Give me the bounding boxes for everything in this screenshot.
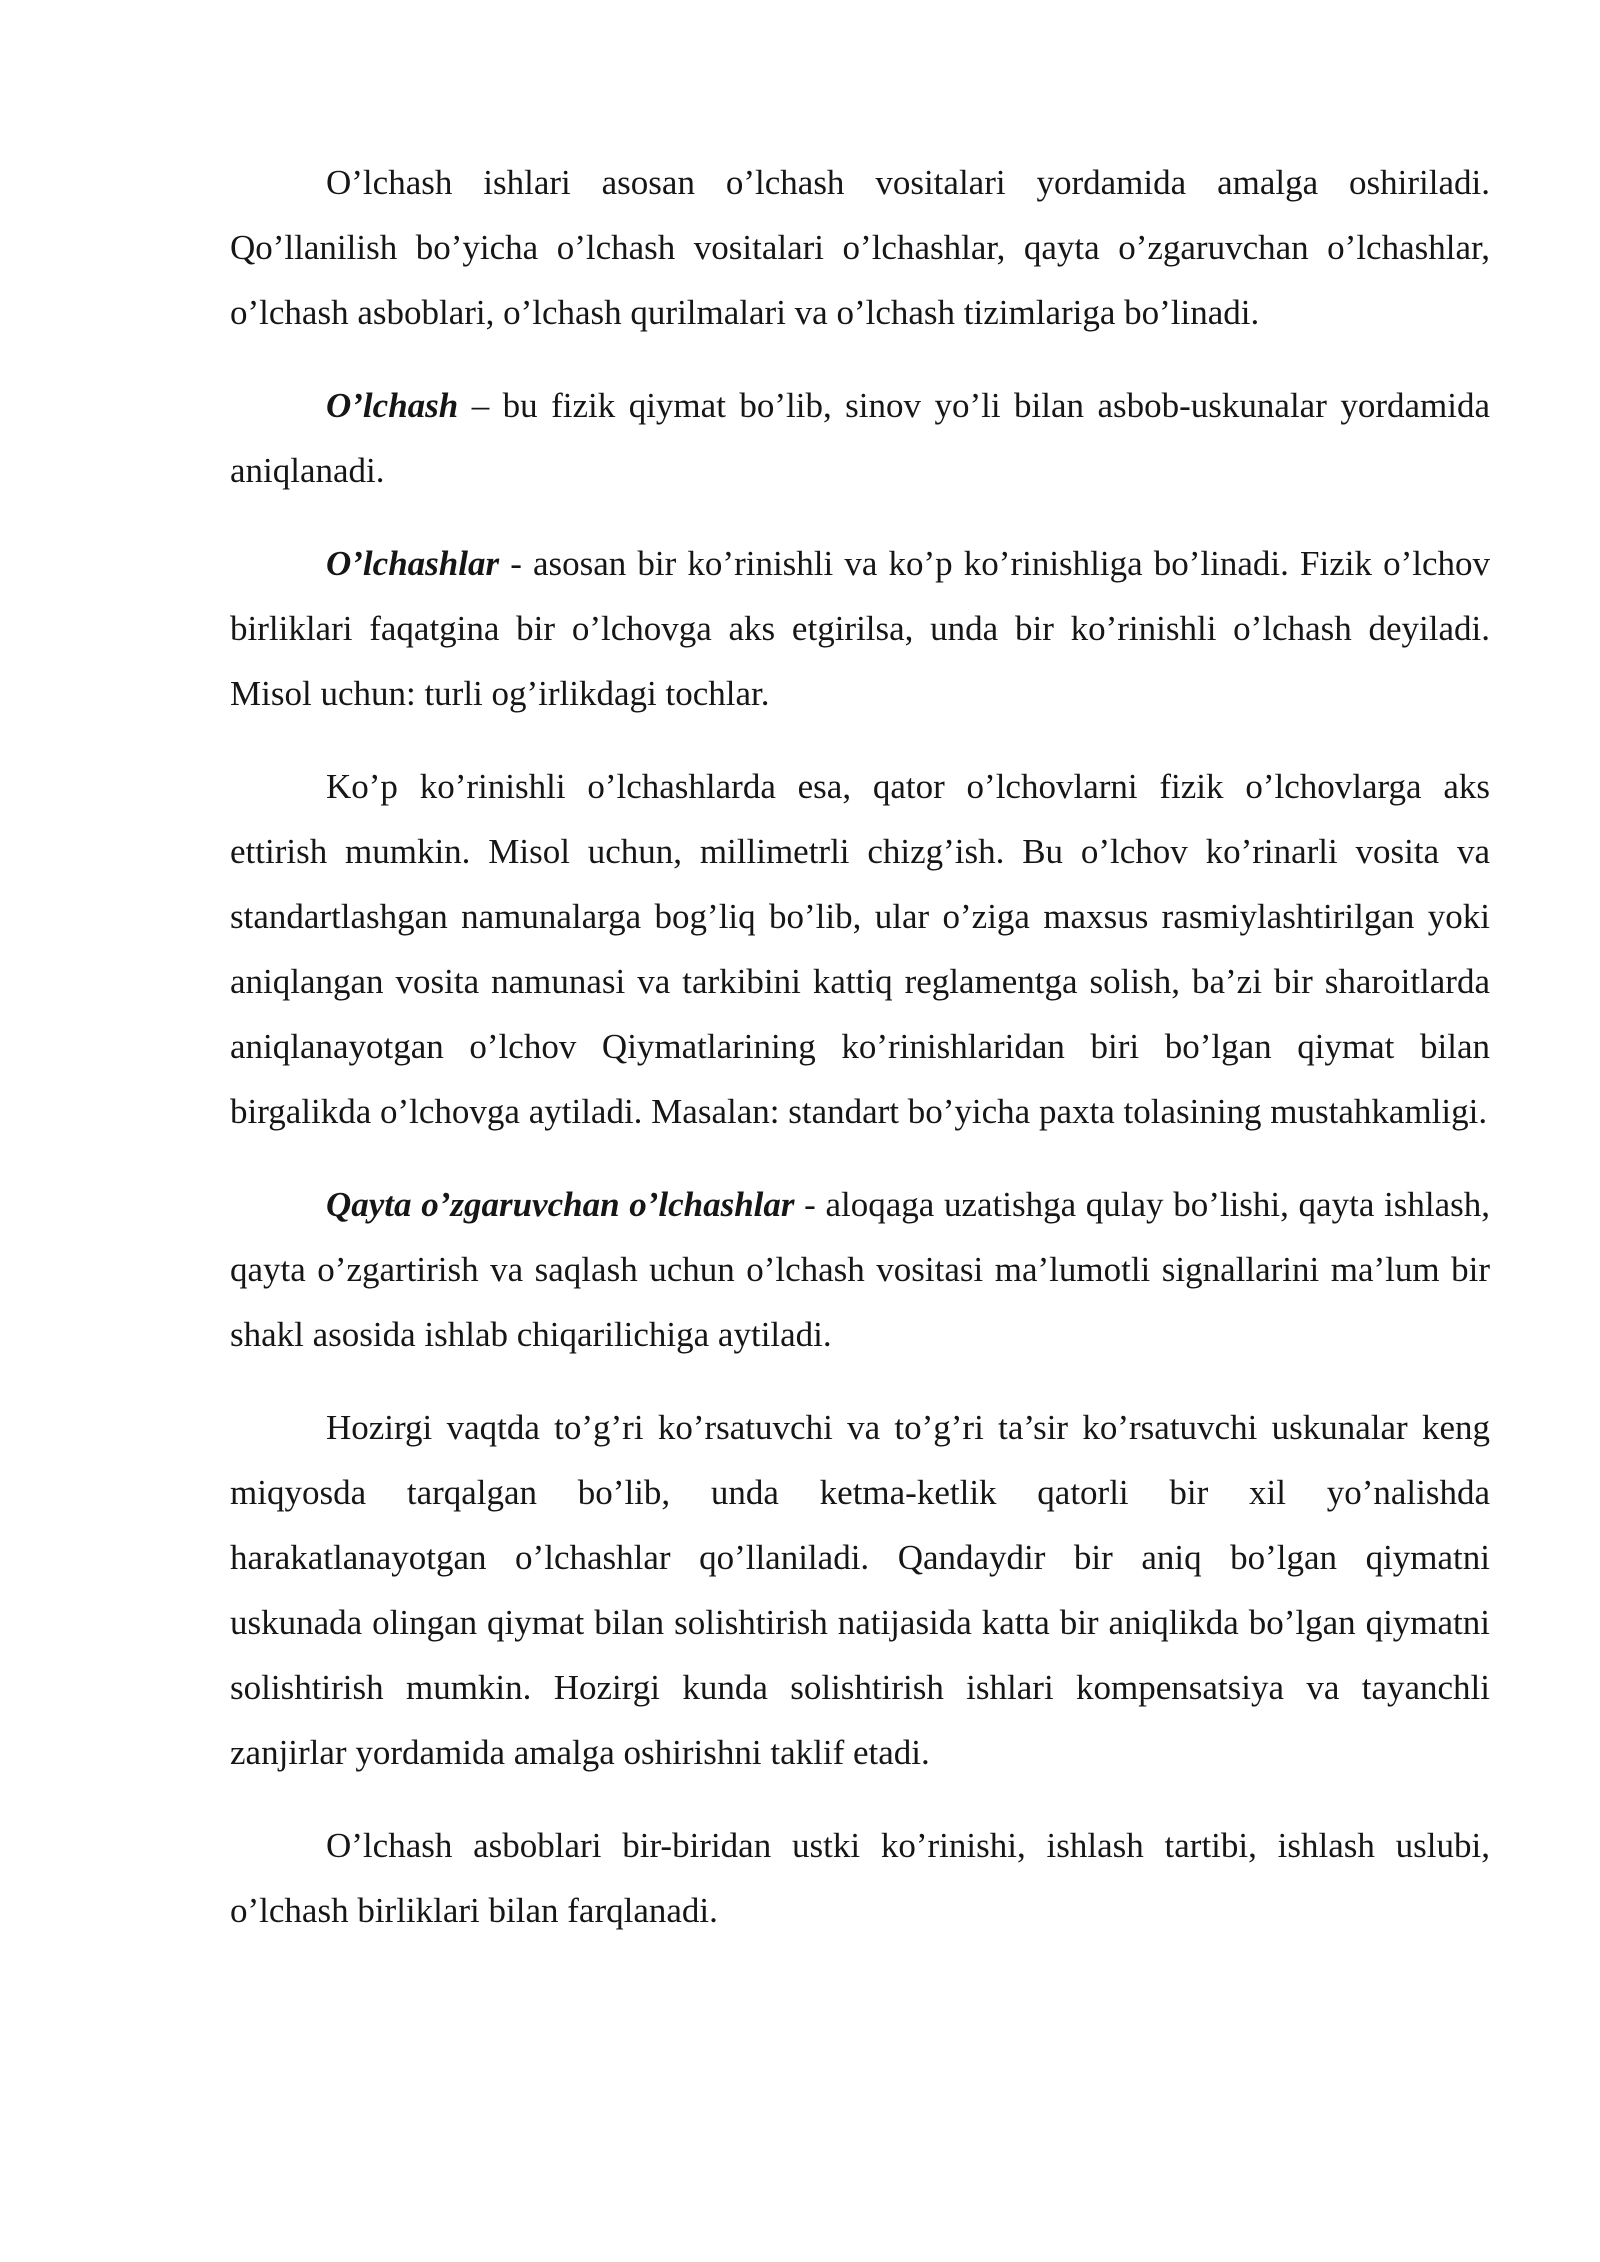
paragraph [230,150,1490,345]
paragraph-text: O’lchash asboblari bir-biridan ustki ko’rinishi, ishlash tartibi, ishlash uslubi, o’lchash birliklari bilan farqlanadi. [230,1826,1490,1930]
paragraph [230,754,1490,1144]
paragraph-text: O’lchash ishlari asosan o’lchash vositalari yordamida amalga oshiriladi. Qo’llanilish bo’yicha o’lchash vositalari o’lchashlar, qayta o’zgaruvchan o’lchashlar, o’lchash asboblari, o’lchash qurilmalari va o’lchash tizimlariga bo’linadi. [230,163,1490,332]
paragraph [230,1172,1490,1367]
term-heading: O’lchash [326,386,459,425]
paragraph-text: Ko’p ko’rinishli o’lchashlarda esa, qator o’lchovlarni fizik o’lchovlarga aks ettirish mumkin. Misol uchun, millimetrli chizg’ish. Bu o’lchov ko’rinarli vosita va standartlashgan namunalarga bog’liq bo’lib, ular o’ziga maxsus rasmiylashtirilgan yoki aniqlangan vosita namunasi va tarkibini kattiq reglamentga solish, ba’zi bir sharoitlarda aniqlanayotgan o’lchov Qiymatlarining ko’rinishlaridan biri bo’lgan qiymat bilan birgalikda o’lchovga aytiladi. Masalan: standart bo’yicha paxta tolasining mustahkamligi. [230,767,1490,1131]
document-page [230,150,1490,1971]
paragraph [230,1395,1490,1785]
term-heading: O’lchashlar [326,544,500,583]
paragraph-text: - aloqaga uzatishga qulay bo’lishi, qayta ishlash, qayta o’zgartirish va saqlash uchun o’lchash vositasi ma’lumotli signallarini ma’lum bir shakl asosida ishlab chiqarilichiga aytiladi. [230,1185,1490,1354]
paragraph [230,373,1490,503]
term-heading: Qayta o’zgaruvchan o’lchashlar [326,1185,795,1224]
paragraph [230,531,1490,726]
paragraph-text: - asosan bir ko’rinishli va ko’p ko’rinishliga bo’linadi. Fizik o’lchov birliklari faqatgina bir o’lchovga aks etgirilsa, unda bir ko’rinishli o’lchash deyiladi. Misol uchun: turli og’irlikdagi tochlar. [230,544,1490,713]
paragraph [230,1813,1490,1943]
paragraph-text: – bu fizik qiymat bo’lib, sinov yo’li bilan asbob-uskunalar yordamida aniqlanadi. [230,386,1490,490]
paragraph-text: Hozirgi vaqtda to’g’ri ko’rsatuvchi va to’g’ri ta’sir ko’rsatuvchi uskunalar keng miqyosda tarqalgan bo’lib, unda ketma-ketlik qatorli bir xil yo’nalishda harakatlanayotgan o’lchashlar qo’llaniladi. Qandaydir bir aniq bo’lgan qiymatni uskunada olingan qiymat bilan solishtirish natijasida katta bir aniqlikda bo’lgan qiymatni solishtirish mumkin. Hozirgi kunda solishtirish ishlari kompensatsiya va tayanchli zanjirlar yordamida amalga oshirishni taklif etadi. [230,1408,1490,1772]
